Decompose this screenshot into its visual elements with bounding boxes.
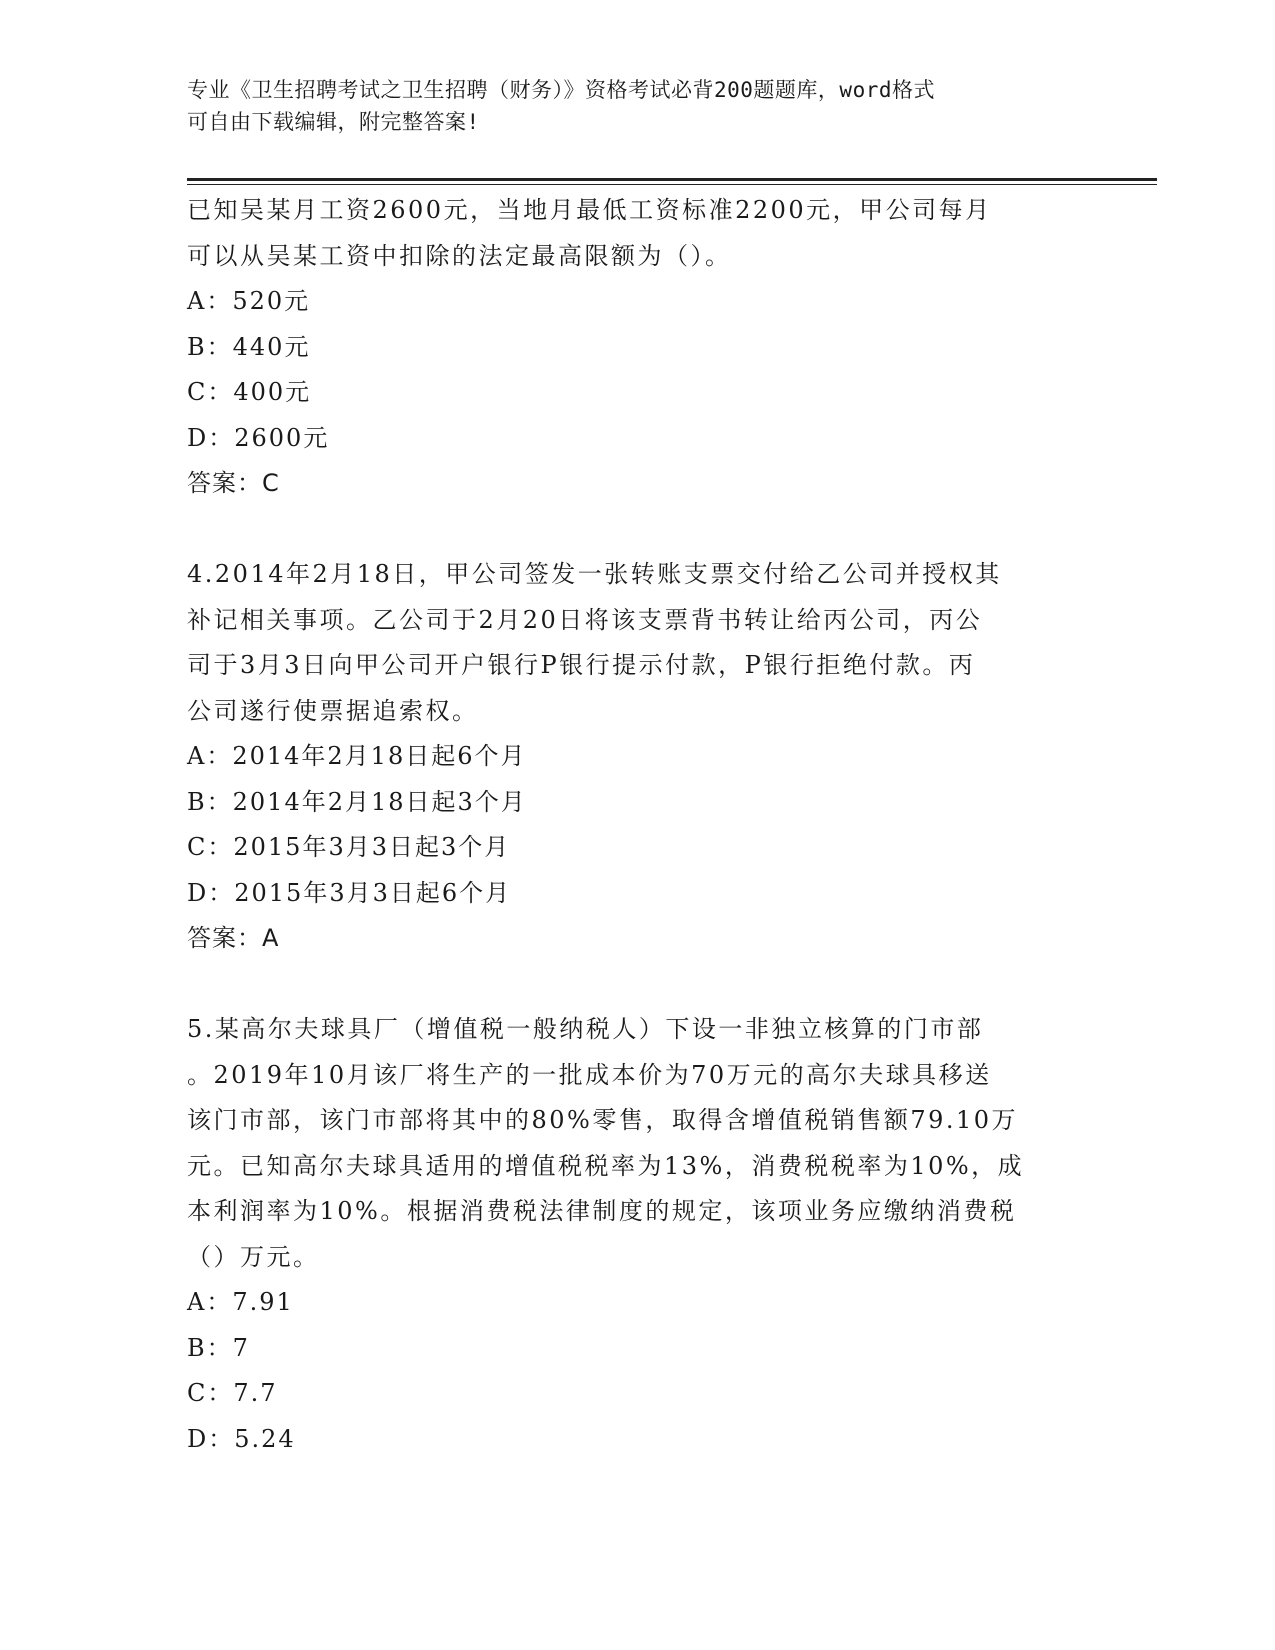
- question-list: [187, 188, 1087, 1462]
- question-block: [187, 188, 1087, 507]
- option-c: C：400元: [187, 378, 312, 406]
- option-d: D：2600元: [187, 423, 330, 452]
- question-stem-line: 已知吴某月工资2600元，当地月最低工资标准2200元，甲公司每月: [187, 196, 992, 224]
- header-line-2: 可自由下载编辑，附完整答案!: [187, 110, 480, 134]
- option-a: A：520元: [187, 287, 311, 315]
- answer-line: 答案：A: [187, 924, 280, 952]
- option-a: A：2014年2月18日起6个月: [187, 742, 527, 770]
- header-line-1: 专业《卫生招聘考试之卫生招聘（财务）》资格考试必背200题题库，word格式: [187, 78, 935, 102]
- option-d: D：2015年3月3日起6个月: [187, 878, 512, 907]
- question-stem-line: 4.2014年2月18日，甲公司签发一张转账支票交付给乙公司并授权其: [187, 560, 1002, 588]
- question-stem-line: 该门市部，该门市部将其中的80%零售，取得含增值税销售额79.10万: [187, 1106, 1019, 1134]
- answer-line: 答案：C: [187, 469, 280, 497]
- option-d: D：5.24: [187, 1424, 296, 1453]
- option-b: B：7: [187, 1333, 250, 1362]
- question-stem-line: 可以从吴某工资中扣除的法定最高限额为（）。: [187, 241, 732, 270]
- question-gap: [187, 507, 1087, 553]
- question-stem-line: 5.某高尔夫球具厂（增值税一般纳税人）下设一非独立核算的门市部: [187, 1015, 984, 1043]
- question-stem-line: 本利润率为10%。根据消费税法律制度的规定，该项业务应缴纳消费税: [187, 1197, 1017, 1225]
- question-stem-line: 元。已知高尔夫球具适用的增值税税率为13%，消费税税率为10%，成: [187, 1151, 1025, 1180]
- option-b: B：440元: [187, 332, 311, 361]
- question-gap: [187, 962, 1087, 1008]
- option-b: B：2014年2月18日起3个月: [187, 787, 527, 816]
- document-header: [187, 74, 1087, 138]
- question-stem-line: 补记相关事项。乙公司于2月20日将该支票背书转让给丙公司，丙公: [187, 605, 983, 634]
- option-c: C：7.7: [187, 1379, 278, 1407]
- question-stem-line: 公司遂行使票据追索权。: [187, 696, 479, 725]
- option-a: A：7.91: [187, 1288, 294, 1316]
- header-rule-thin: [187, 184, 1157, 185]
- question-stem-line: （）万元。: [187, 1242, 320, 1271]
- question-block: [187, 552, 1087, 962]
- question-block: [187, 1007, 1087, 1462]
- question-stem-line: 。2019年10月该厂将生产的一批成本价为70万元的高尔夫球具移送: [187, 1060, 992, 1089]
- question-stem-line: 司于3月3日向甲公司开户银行P银行提示付款，P银行拒绝付款。丙: [187, 651, 976, 679]
- option-c: C：2015年3月3日起3个月: [187, 833, 511, 861]
- header-rule-thick: [187, 178, 1157, 181]
